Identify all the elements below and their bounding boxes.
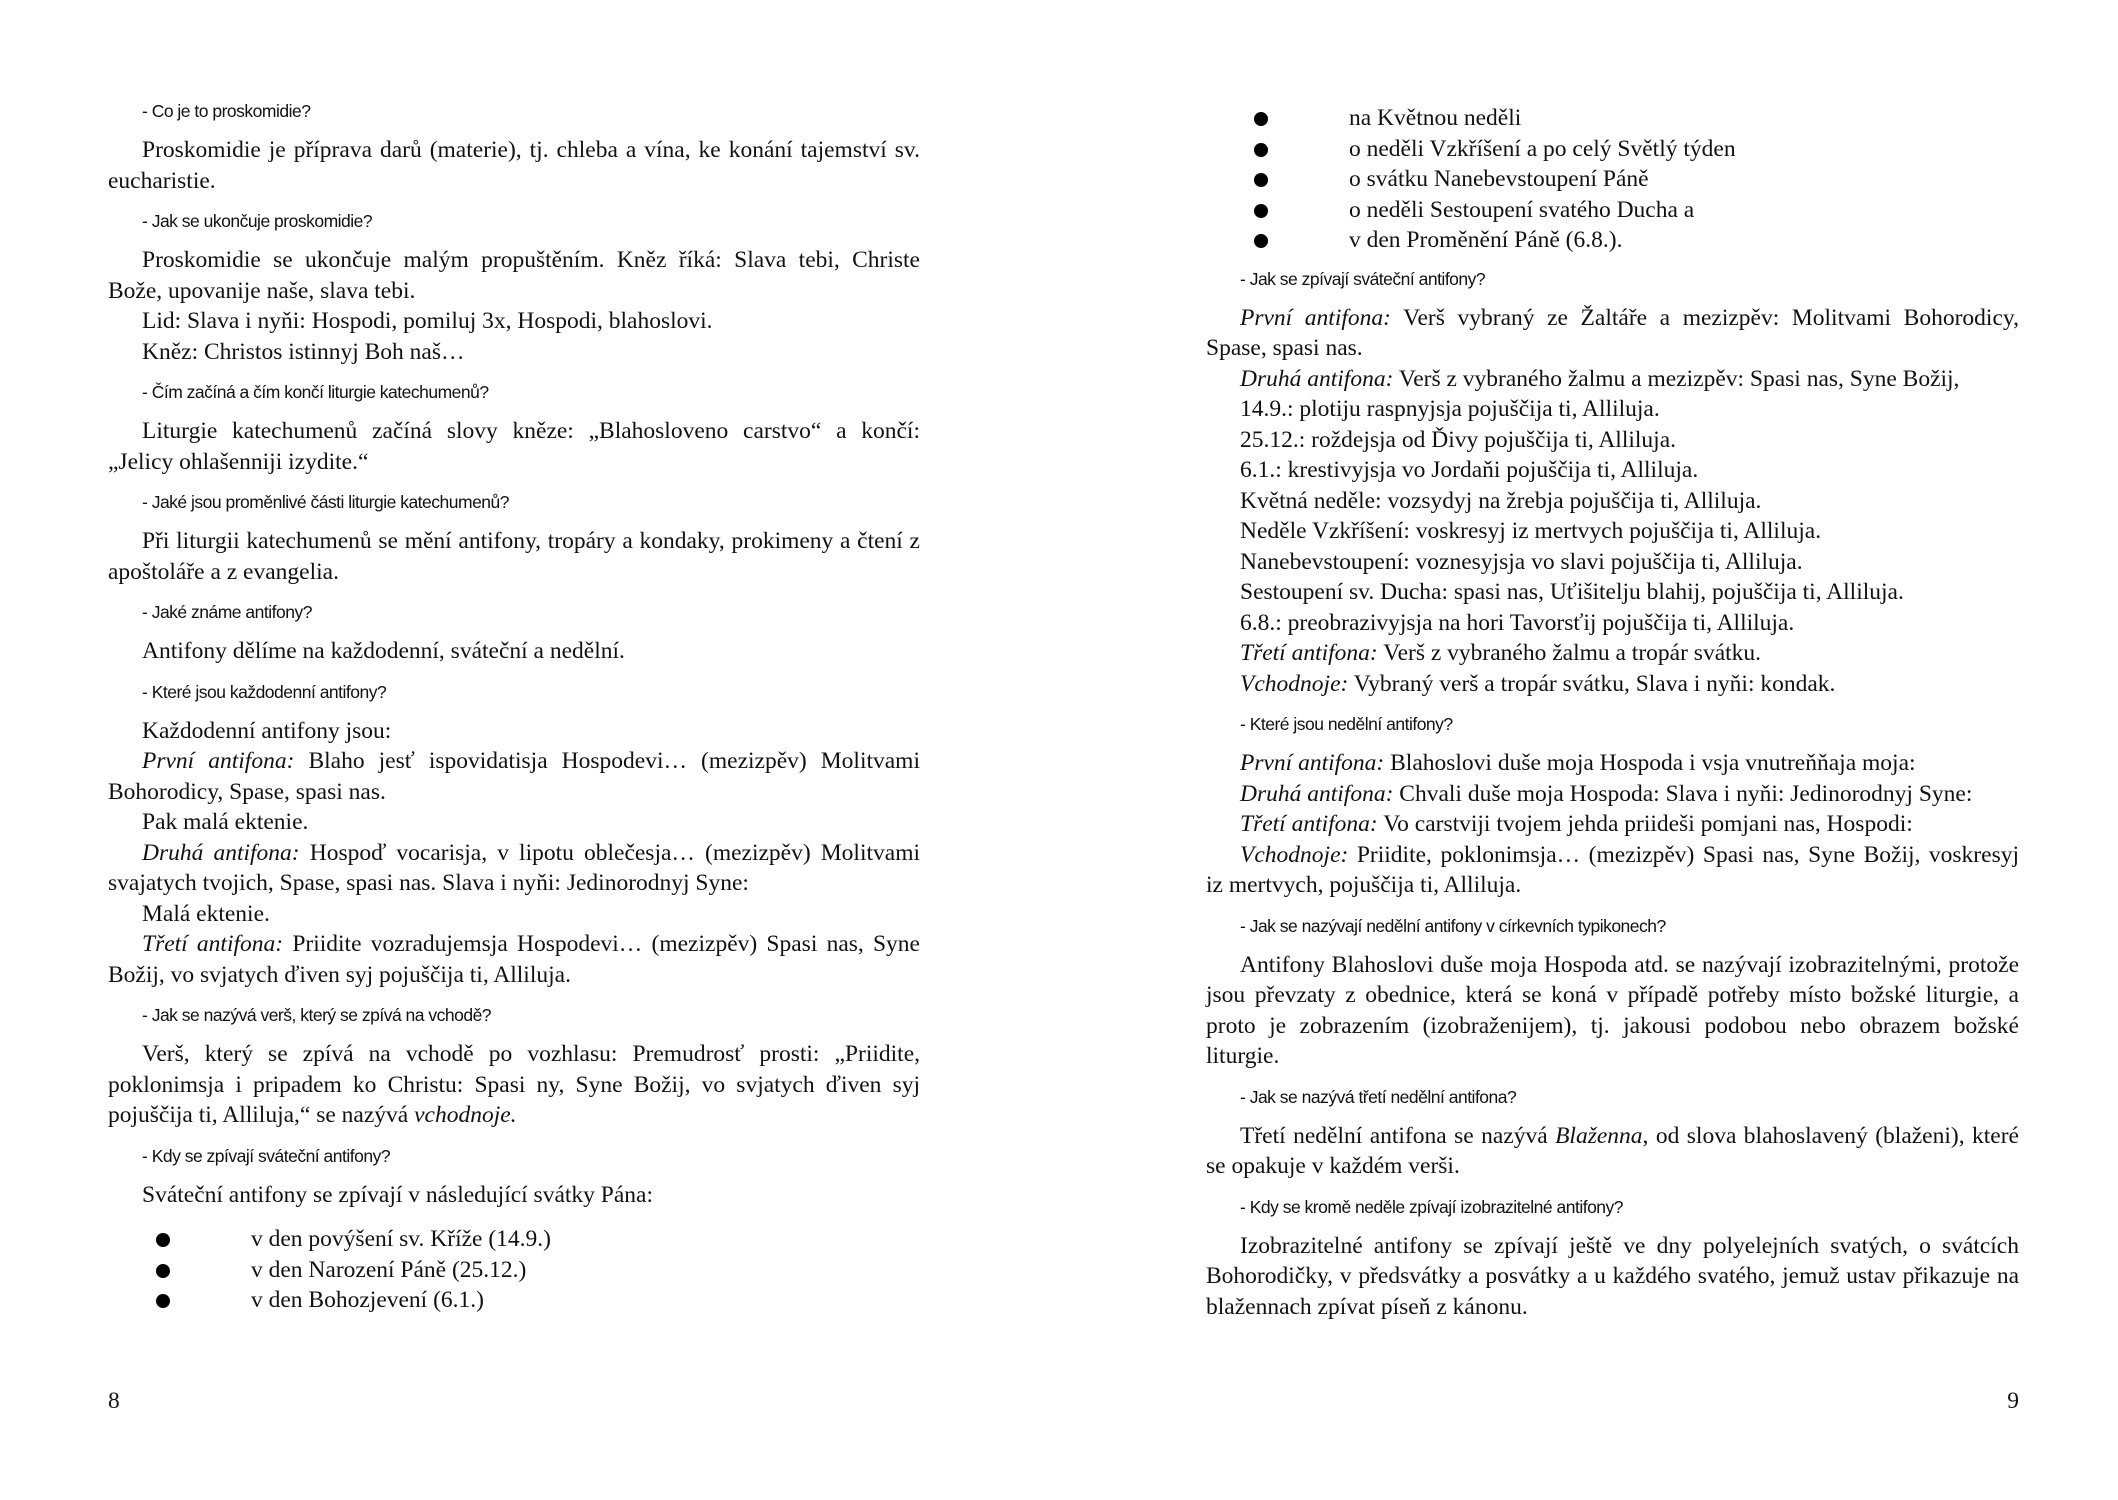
answer-paragraph: Při liturgii katechumenů se mění antifony, tropáry a kondaky, prokimeny a čtení z apoštoláře a z evangelia. — [108, 528, 920, 585]
page-number: 9 — [2007, 1388, 2019, 1414]
answer-paragraph: Třetí nedělní antifona se nazývá Blaženna, od slova blahoslavený (blaženi), které se opakuje v každém verši. — [1206, 1122, 2019, 1179]
answer-paragraph: Proskomidie se ukončuje malým propuštěním. Kněz říká: Slava tebi, Christe Bože, upovanije naše, slava tebi. Lid: Slava i nyňi: Hospodi, pomiluj 3x, Hospodi, blahoslovi. Kněz: Christos istinnyj Boh naš… — [108, 247, 920, 365]
list-item: v den povýšení sv. Kříže (14.9.) — [108, 1224, 920, 1255]
question-heading: - Čím začíná a čím končí liturgie katechumenů? — [142, 382, 489, 402]
list-item: na Květnou neděli — [1206, 103, 2019, 134]
answer-paragraph: Proskomidie je příprava darů (materie), tj. chleba a vína, ke konání tajemství sv. eucharistie. — [108, 137, 920, 194]
list-item: v den Bohozjevení (6.1.) — [108, 1285, 920, 1316]
bullet-list — [1206, 103, 2019, 256]
right-page-body — [1206, 103, 2019, 1336]
question-heading: - Jak se nazývají nedělní antifony v církevních typikonech? — [1240, 915, 1666, 936]
question-heading: - Jak se nazývá verš, který se zpívá na vchodě? — [142, 1005, 492, 1025]
question-heading: - Kdy se zpívají sváteční antifony? — [142, 1145, 391, 1166]
answer-paragraph: První antifona: Verš vybraný ze Žaltáře a mezizpěv: Molitvami Bohorodicy, Spase, spasi nas. Druhá antifona: Verš z vybraného žalmu a mezizpěv: Spasi nas, Syne Božij, 14.9.: plotiju raspnyjsja pojuščija ti, Alliluja. 25.12.: roždejsja od Ďivy pojuščija ti, Alliluja. 6.1.: krestivyjsja vo Jordaňi pojuščija ti, Alliluja. Květná neděle: vozsydyj na žrebja pojuščija ti, Alliluja. Neděle Vzkříšení: voskresyj iz mertvych pojuščija ti, Alliluja. Nanebevstoupení: voznesyjsja vo slavi pojuščija ti, Alliluja. Sestoupení sv. Ducha: spasi nas, Uťišitelju blahij, pojuščija ti, Alliluja. 6.8.: preobrazivyjsja na hori Tavorsťij pojuščija ti, Alliluja. Třetí antifona: Verš z vybraného žalmu a tropár svátku. Vchodnoje: Vybraný verš a tropár svátku, Slava i nyňi: kondak. — [1206, 304, 2019, 697]
answer-paragraph: Každodenní antifony jsou: První antifona: Blaho jesť ispovidatisja Hospodevi… (mezizpěv) Molitvami Bohorodicy, Spase, spasi nas. Pak malá ektenie. Druhá antifona: Hospoď vocarisja, v lipotu oblečesja… (mezizpěv) Molitvami svajatych tvojich, Spase, spasi nas. Slava i nyňi: Jedinorodnyj Syne: Malá ektenie. Třetí antifona: Priidite vozradujemsja Hospodevi… (mezizpěv) Spasi nas, Syne Božij, vo svjatych ďiven syj pojuščija ti, Alliluja. — [108, 717, 921, 988]
question-heading: - Které jsou nedělní antifony? — [1240, 714, 1453, 734]
answer-paragraph: Liturgie katechumenů začíná slovy kněze: „Blahosloveno carstvo“ a končí: „Jelicy ohlašenniji izydite.“ — [108, 418, 920, 475]
list-item: v den Narození Páně (25.12.) — [108, 1255, 920, 1286]
question-heading: - Jak se nazývá třetí nedělní antifona? — [1240, 1086, 1517, 1107]
question-heading: - Jaké známe antifony? — [142, 602, 312, 622]
page-number: 8 — [108, 1388, 120, 1414]
left-page — [108, 0, 920, 1500]
question-heading: - Co je to proskomidie? — [142, 101, 311, 121]
list-item: o svátku Nanebevstoupení Páně — [1206, 164, 2019, 195]
list-item: o neděli Vzkříšení a po celý Světlý týden — [1206, 134, 2019, 165]
list-item: v den Proměnění Páně (6.8.). — [1206, 225, 2019, 256]
right-page — [1206, 0, 2019, 1500]
bullet-list — [108, 1224, 920, 1316]
question-heading: - Které jsou každodenní antifony? — [142, 681, 387, 702]
question-heading: - Jaké jsou proměnlivé části liturgie katechumenů? — [142, 492, 509, 512]
answer-paragraph: Sváteční antifony se zpívají v následující svátky Pána: — [142, 1181, 653, 1208]
left-page-body — [108, 100, 920, 1316]
answer-paragraph: Antifony Blahoslovi duše moja Hospoda atd. se nazývají izobrazitelnými, protože jsou převzaty z obednice, která se koná v případě potřeby místo božské liturgie, a proto je zobrazením (izobraženijem), tj. jakousi podobou nebo obrazem božské liturgie. — [1206, 951, 2019, 1069]
question-heading: - Jak se ukončuje proskomidie? — [142, 211, 373, 231]
answer-paragraph: Izobrazitelné antifony se zpívají ještě ve dny polyelejních svatých, o svátcích Bohorodičky, v předsvátky a posvátky a u každého svatého, jemuž ustav přikazuje na blažennach zpívat píseň z kánonu. — [1206, 1232, 2019, 1320]
list-item: o neděli Sestoupení svatého Ducha a — [1206, 195, 2019, 226]
question-heading: - Jak se zpívají sváteční antifony? — [1240, 268, 1486, 289]
question-heading: - Kdy se kromě neděle zpívají izobrazitelné antifony? — [1240, 1196, 1624, 1217]
answer-paragraph: První antifona: Blahoslovi duše moja Hospoda i vsja vnutreňňaja moja: Druhá antifona: Chvali duše moja Hospoda: Slava i nyňi: Jedinorodnyj Syne: Třetí antifona: Vo carstviji tvojem jehda priideši pomjani nas, Hospodi: Vchodnoje: Priidite, poklonimsja… (mezizpěv) Spasi nas, Syne Božij, voskresyj iz mertvych, pojuščija ti, Alliluja. — [1206, 750, 2019, 898]
answer-paragraph: Antifony dělíme na každodenní, sváteční a nedělní. — [142, 638, 625, 664]
answer-paragraph: Verš, který se zpívá na vchodě po vozhlasu: Premudrosť prosti: „Priidite, poklonimsja i pripadem ko Christu: Spasi ny, Syne Božij, vo svjatych ďiven syj pojuščija ti, Alliluja,“ se nazývá vchodnoje. — [108, 1041, 920, 1128]
